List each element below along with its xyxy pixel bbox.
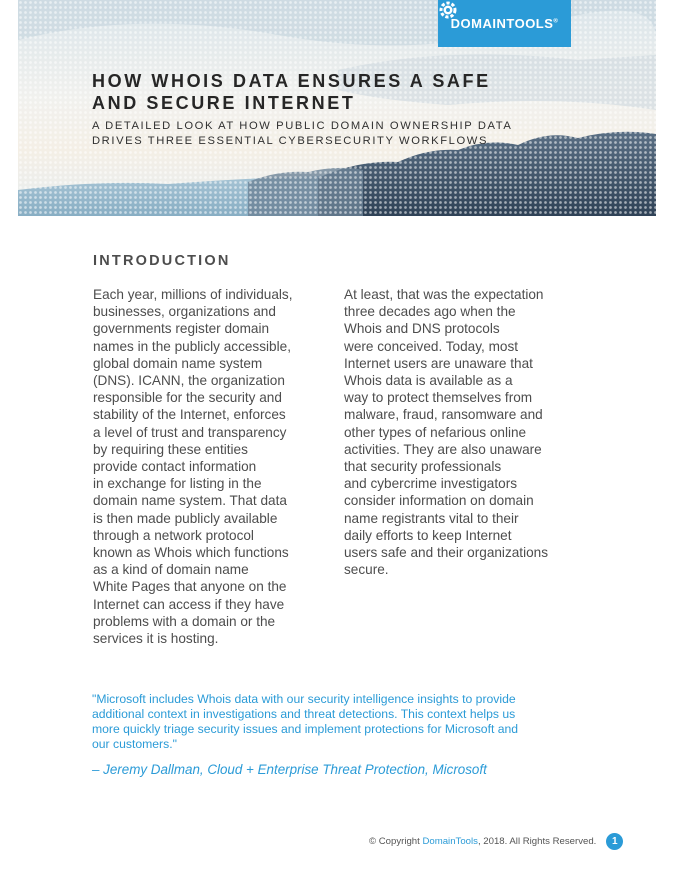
title-line-1: HOW WHOIS DATA ENSURES A SAFE xyxy=(92,71,491,91)
introduction-left-column: Each year, millions of individuals, businesses, organizations and governments register domain names in the publicly accessible, global domain name system (DNS). ICANN, the organization responsible for the security and stability of the Internet, enforces a level of trust and transparency by requiring these entities provide contact information in exchange for listing in the domain name system. That data is then made publicly available through a network protocol known as Whois which functions as a kind of domain name White Pages that anyone on the Internet can access if they have problems with a domain or the services it is hosting. xyxy=(93,287,293,647)
introduction-right-column: At least, that was the expectation three decades ago when the Whois and DNS protocols were conceived. Today, most Internet users are unaware that Whois data is available as a way to protect themselves from malware, fraud, ransomware and other types of nefarious online activities. They are also unaware that security professionals and cybercrime investigators consider information on domain name registrants vital to their daily efforts to keep Internet users safe and their organizations secure. xyxy=(344,287,549,578)
copyright-notice: © Copyright DomainTools, 2018. All Rights Reserved. xyxy=(369,836,597,847)
document-subtitle xyxy=(92,119,512,149)
domaintools-logo xyxy=(438,0,571,47)
document-title xyxy=(92,70,491,114)
brand-name: DOMAINTOOLS® xyxy=(450,16,559,31)
domaintools-gear-logo-icon xyxy=(438,0,458,20)
subtitle-line-1: A DETAILED LOOK AT HOW PUBLIC DOMAIN OWNERSHIP DATA xyxy=(92,120,513,132)
title-line-2: AND SECURE INTERNET xyxy=(92,93,356,113)
header-banner xyxy=(18,0,656,216)
subtitle-line-2: DRIVES THREE ESSENTIAL CYBERSECURITY WORKFLOWS xyxy=(92,135,489,147)
page-number-badge: 1 xyxy=(606,833,623,850)
pull-quote: "Microsoft includes Whois data with our security intelligence insights to provide additional context in investigations and threat detections. This context helps us more quickly triage security issues and implement protections for Microsoft and our customers." xyxy=(92,692,519,751)
footer-brand-link[interactable]: DomainTools xyxy=(422,836,478,847)
introduction-heading: INTRODUCTION xyxy=(93,253,231,269)
page-footer xyxy=(369,833,623,850)
quote-attribution: – Jeremy Dallman, Cloud + Enterprise Threat Protection, Microsoft xyxy=(92,762,487,777)
